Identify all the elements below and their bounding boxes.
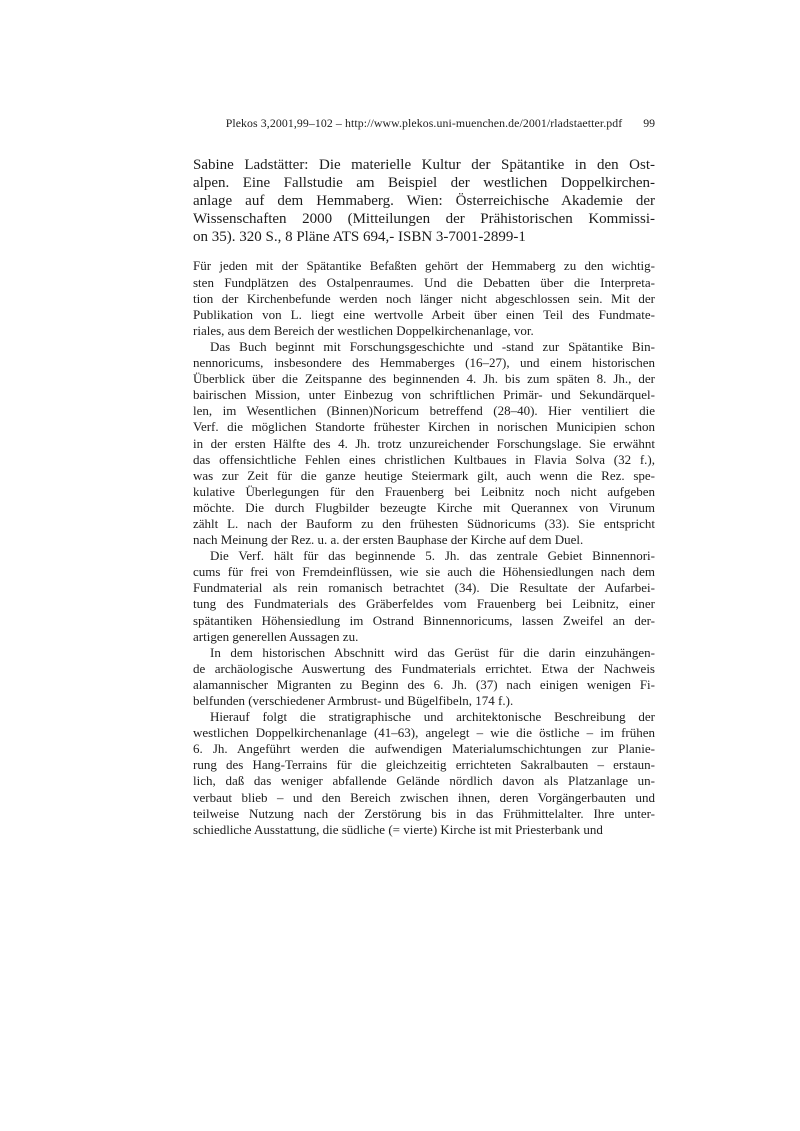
title-line: anlage auf dem Hemmaberg. Wien: Österreichische Akademie der xyxy=(193,193,655,210)
text-line: Fundmaterial als rein romanisch betrachtet (34). Die Resultate der Aufarbei- xyxy=(193,580,655,596)
text-line: Das Buch beginnt mit Forschungsgeschichte und -stand zur Spätantike Bin- xyxy=(210,338,655,354)
text-line: artigen generellen Aussagen zu. xyxy=(193,628,359,644)
page-number: 99 xyxy=(643,116,655,130)
paragraph xyxy=(193,258,655,338)
text-line: Die Verf. hält für das beginnende 5. Jh. das zentrale Gebiet Binnennori- xyxy=(210,548,655,564)
text-line: tion der Kirchenbefunde werden noch länger nicht abgeschlossen sein. Mit der xyxy=(193,290,655,306)
text-line: alamannischer Migranten zu Beginn des 6. Jh. (37) nach einigen wenigen Fi- xyxy=(193,676,655,692)
title-line: Wissenschaften 2000 (Mitteilungen der Prähistorischen Kommissi- xyxy=(193,211,655,228)
text-line: belfunden (verschiedener Armbrust- und Bügelfibeln, 174 f.). xyxy=(193,693,514,708)
text-line: in der ersten Hälfte des 4. Jh. trotz unzureichender Forschungslage. Sie erwähnt xyxy=(193,435,655,451)
running-head xyxy=(193,116,655,130)
paragraph xyxy=(193,709,655,838)
title-line: on 35). 320 S., 8 Pläne ATS 694,- ISBN 3-7001-2899-1 xyxy=(193,229,526,246)
text-block xyxy=(193,116,655,838)
text-line: Überblick über die Zeitspanne des beginnenden 4. Jh. bis zum späten 8. Jh., der xyxy=(193,371,655,387)
text-line: cums für frei von Fremdeinflüssen, wie sie auch die Höhensiedlungen nach dem xyxy=(193,564,655,580)
text-line: 6. Jh. Angeführt werden die aufwendigen Materialumschichtungen zur Planie- xyxy=(193,741,655,757)
title-line: alpen. Eine Fallstudie am Beispiel der westlichen Doppelkirchen- xyxy=(193,175,655,192)
text-line: das offensichtliche Fehlen eines christlichen Kultbaues in Flavia Solva (32 f.), xyxy=(193,451,655,467)
text-line: In dem historischen Abschnitt wird das Gerüst für die darin einzuhängen- xyxy=(210,644,655,660)
text-line: Publikation von L. liegt eine wertvolle Arbeit über einen Teil des Fundmate- xyxy=(193,306,655,322)
paragraph xyxy=(193,339,655,548)
text-line: lich, daß das weniger abfallende Gelände nördlich davon als Platzanlage un- xyxy=(193,773,655,789)
text-line: zählt L. nach der Bauform zu den frühesten Südnoricums (33). Sie entspricht xyxy=(193,515,655,531)
title-line: Sabine Ladstätter: Die materielle Kultur der Spätantike in den Ost- xyxy=(193,157,655,173)
text-line: westlichen Doppelkirchenanlage (41–63), angelegt – wie die östliche – im frühen xyxy=(193,725,655,741)
text-line: Hierauf folgt die stratigraphische und architektonische Beschreibung der xyxy=(210,709,655,725)
text-line: tung des Fundmaterials des Gräberfeldes vom Frauenberg bei Leibnitz, einer xyxy=(193,596,655,612)
paragraph xyxy=(193,548,655,645)
text-line: nennoricums, insbesondere des Hemmaberges (16–27), und einem historischen xyxy=(193,355,655,371)
text-line: teilweise Nutzung nach der Zerstörung bis in das Frühmittelalter. Ihre unter- xyxy=(193,805,655,821)
paragraph xyxy=(193,645,655,709)
text-line: Verf. die möglichen Standorte frühester Kirchen in norischen Municipien schon xyxy=(193,419,655,435)
title-block xyxy=(193,156,655,246)
text-line: Für jeden mit der Spätantike Befaßten gehört der Hemmaberg zu den wichtig- xyxy=(193,258,655,274)
text-line: schiedliche Ausstattung, die südliche (= vierte) Kirche ist mit Priesterbank und xyxy=(193,821,603,837)
text-line: kulative Überlegungen für den Frauenberg bei Leibnitz noch nicht aufgeben xyxy=(193,483,655,499)
text-line: sten Fundplätzen des Ostalpenraumes. Und die Debatten über die Interpreta- xyxy=(193,274,655,290)
text-line: was zur Zeit für die ganze heutige Steiermark gilt, auch wenn die Rez. spe- xyxy=(193,467,655,483)
text-line: len, im Wesentlichen (Binnen)Noricum betreffend (28–40). Hier ventiliert die xyxy=(193,403,655,419)
body-paragraphs xyxy=(193,258,655,837)
text-line: bairischen Mission, unter Einbezug von schriftlichen Primär- und Sekundärquel- xyxy=(193,387,655,403)
journal-citation: Plekos 3,2001,99–102 – http://www.plekos.uni-muenchen.de/2001/rladstaetter.pdf xyxy=(225,116,623,130)
text-line: spätantiken Höhensiedlung im Ostrand Binnennoricums, lassen Zweifel an der- xyxy=(193,612,655,628)
text-line: riales, aus dem Bereich der westlichen Doppelkirchenanlage, vor. xyxy=(193,322,534,338)
text-line: möchte. Die durch Flugbilder bezeugte Kirche mit Querannex von Virunum xyxy=(193,499,655,515)
text-line: nach Meinung der Rez. u. a. der ersten Bauphase der Kirche auf dem Duel. xyxy=(193,532,584,548)
text-line: verbaut blieb – und den Bereich zwischen ihnen, deren Vorgängerbauten und xyxy=(193,789,655,805)
text-line: rung des Hang-Terrains für die gleichzeitig errichteten Sakralbauten – erstaun- xyxy=(193,757,655,773)
text-line: de archäologische Auswertung des Fundmaterials errichtet. Etwa der Nachweis xyxy=(193,660,655,676)
